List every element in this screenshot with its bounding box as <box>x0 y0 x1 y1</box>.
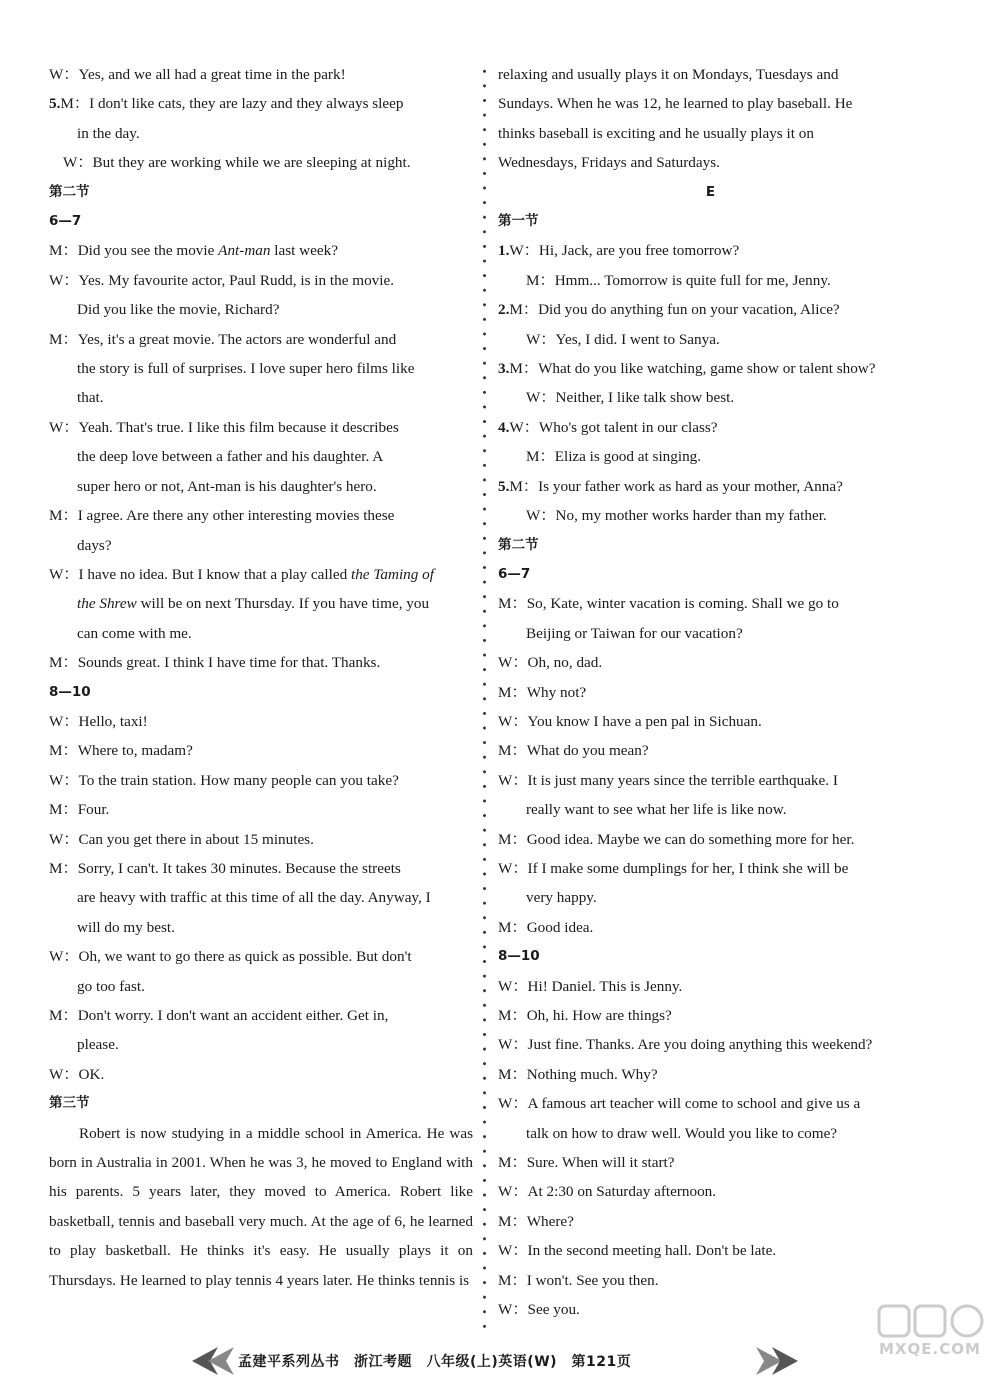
line-text: Hi, Jack, are you free tomorrow? <box>538 242 740 260</box>
dialogue-continuation: Beijing or Taiwan for our vacation? <box>526 624 743 642</box>
question-number: 3. <box>498 360 510 378</box>
speaker-label: W： <box>49 771 79 789</box>
dialogue-continuation: W：Neither, I like talk show best. <box>526 389 735 407</box>
line-text: Sorry, I can't. It takes 30 minutes. Because the streets <box>77 859 401 877</box>
dialogue-continuation <box>49 589 473 618</box>
passage-paragraph: Robert is now studying in a middle school in America. He was born in Australia in 2001. When he was 3, he moved to England with his parents. 5 years later, they moved to America. Robert like basketball, tennis and baseball very much. At the age of 6, he learned to play basketball. He thinks it's easy. He usually plays it on Thursdays. He learned to play tennis 4 years later. He thinks tennis is <box>49 1124 473 1289</box>
line-text: I have no idea. But I know that a play called the Taming of <box>78 565 434 583</box>
dialogue-continuation: the deep love between a father and his daughter. A <box>77 448 384 466</box>
line-text: What do you like watching, game show or talent show? <box>538 360 876 378</box>
line-text: What do you mean? <box>526 742 649 760</box>
dialogue-line <box>498 1236 923 1265</box>
dialogue-line <box>498 854 923 883</box>
line-text: Did you do anything fun on your vacation, Alice? <box>538 301 840 319</box>
line-text: Good idea. Maybe we can do something more for her. <box>526 830 855 848</box>
speaker-label: W： <box>498 1095 528 1113</box>
dialogue-line <box>498 236 923 265</box>
dialogue-continuation: days? <box>77 536 112 554</box>
dialogue-continuation: W：No, my mother works harder than my father. <box>526 507 827 525</box>
speaker-label: W： <box>49 66 79 83</box>
speaker-label: W： <box>498 859 528 877</box>
line-text: Don't worry. I don't want an accident either. Get in, <box>77 1007 389 1024</box>
speaker-label: M： <box>498 595 527 613</box>
section-heading: 6—7 <box>498 565 531 582</box>
dialogue-line <box>498 1177 923 1206</box>
line-text: It is just many years since the terrible earthquake. I <box>527 771 838 789</box>
speaker-label: W： <box>498 1242 528 1260</box>
line-text: Did you see the movie Ant-man last week? <box>77 242 338 260</box>
dialogue-line <box>498 472 923 501</box>
line-text: Sounds great. I think I have time for that. Thanks. <box>77 654 381 672</box>
line-text: Oh, we want to go there as quick as possible. But don't <box>78 948 412 966</box>
speaker-label: M： <box>498 830 527 848</box>
line-text: Hi! Daniel. This is Jenny. <box>527 977 683 995</box>
line-text: Where? <box>526 1212 574 1230</box>
speaker-label: M： <box>49 242 78 260</box>
line-text: You know I have a pen pal in Sichuan. <box>527 712 762 730</box>
speaker-label: M： <box>49 654 78 672</box>
dialogue-continuation: super hero or not, Ant-man is his daughter's hero. <box>77 477 377 495</box>
dialogue-line <box>498 413 923 442</box>
question-number: 2. <box>498 301 510 319</box>
section-heading: 8—10 <box>49 683 91 700</box>
line-text: A famous art teacher will come to school and give us a <box>527 1095 861 1113</box>
dialogue-line <box>498 1001 923 1030</box>
dialogue-line <box>498 1148 923 1177</box>
line-text: Sundays. When he was 12, he learned to play baseball. He <box>498 95 853 113</box>
speaker-label: M： <box>60 95 90 113</box>
question-number: 4. <box>498 418 510 436</box>
dialogue-continuation: M：Hmm... Tomorrow is quite full for me, Jenny. <box>526 271 831 289</box>
line-text: Four. <box>77 801 110 819</box>
dialogue-line <box>498 678 923 707</box>
dialogue-line <box>498 295 923 324</box>
line-text: I agree. Are there any other interesting movies these <box>77 507 395 525</box>
line-text: See you. <box>527 1301 580 1319</box>
speaker-label: M： <box>49 330 78 348</box>
speaker-label: W： <box>49 418 79 436</box>
dialogue-line <box>498 1295 923 1324</box>
speaker-label: W： <box>498 1183 528 1201</box>
text-line <box>498 148 923 177</box>
speaker-label: M： <box>498 1212 527 1230</box>
speaker-label: M： <box>49 742 78 760</box>
line-text: At 2:30 on Saturday afternoon. <box>527 1183 717 1201</box>
speaker-label: W： <box>498 1301 528 1319</box>
speaker-label: M： <box>498 683 527 701</box>
line-text: Who's got talent in our class? <box>538 418 718 436</box>
dialogue-line <box>49 148 473 177</box>
dialogue-line <box>49 89 473 118</box>
question-number: 5. <box>49 95 61 113</box>
line-text: Wednesdays, Fridays and Saturdays. <box>498 154 720 172</box>
speaker-label: M： <box>498 1154 527 1172</box>
dialogue-continuation: that. <box>77 389 104 407</box>
speaker-label: W： <box>49 830 79 848</box>
dialogue-line <box>498 736 923 765</box>
dialogue-continuation: are heavy with traffic at this time of all the day. Anyway, I <box>77 889 431 907</box>
dialogue-line <box>498 1207 923 1236</box>
dialogue-line <box>49 560 473 589</box>
dialogue-continuation: very happy. <box>526 889 597 907</box>
section-heading: 8—10 <box>498 948 540 965</box>
speaker-label: W： <box>49 1065 79 1083</box>
section-heading: 第三节 <box>49 1095 90 1112</box>
speaker-label: M： <box>498 1065 527 1083</box>
line-text: Yes, it's a great movie. The actors are wonderful and <box>77 330 397 348</box>
speaker-label: W： <box>509 242 539 260</box>
dialogue-line <box>49 707 473 736</box>
watermark-logo <box>875 1300 985 1360</box>
dialogue-line <box>49 795 473 824</box>
speaker-label: M： <box>49 1007 78 1024</box>
line-text: To the train station. How many people can you take? <box>78 771 399 789</box>
dialogue-line <box>49 60 473 89</box>
speaker-label: W： <box>63 154 93 172</box>
dialogue-line <box>498 1060 923 1089</box>
line-text: relaxing and usually plays it on Mondays, Tuesdays and <box>498 66 839 83</box>
text-line <box>498 60 923 89</box>
dialogue-line <box>49 413 473 442</box>
dialogue-line <box>498 1266 923 1295</box>
line-text: Can you get there in about 15 minutes. <box>78 830 314 848</box>
line-text: If I make some dumplings for her, I think she will be <box>527 859 849 877</box>
speaker-label: W： <box>49 712 79 730</box>
italic-title: the Shrew <box>77 595 137 613</box>
dialogue-line <box>49 1060 473 1089</box>
speaker-label: M： <box>498 1007 527 1024</box>
speaker-label: W： <box>498 977 528 995</box>
speaker-label: W： <box>509 418 539 436</box>
line-text: In the second meeting hall. Don't be late. <box>527 1242 777 1260</box>
footer-text: 孟建平系列丛书 浙江考题 八年级(上)英语(W) 第121页 <box>238 1354 632 1370</box>
speaker-label: M： <box>509 360 539 378</box>
chevron-right-icon <box>752 1345 812 1377</box>
speaker-label: M： <box>498 1271 527 1289</box>
line-text: Nothing much. Why? <box>526 1065 658 1083</box>
dialogue-line <box>498 589 923 618</box>
italic-title: the Taming of <box>350 565 434 583</box>
speaker-label: M： <box>509 477 539 495</box>
speaker-label: M： <box>49 801 78 819</box>
line-text: Oh, no, dad. <box>527 654 603 672</box>
dialogue-continuation: M：Eliza is good at singing. <box>526 448 702 466</box>
text-line <box>498 89 923 118</box>
speaker-label: W： <box>498 712 528 730</box>
dialogue-continuation: talk on how to draw well. Would you like to come? <box>526 1124 838 1142</box>
left-column <box>49 60 473 1295</box>
dialogue-line <box>49 648 473 677</box>
dialogue-line <box>498 766 923 795</box>
dialogue-line <box>498 1030 923 1059</box>
dialogue-line <box>498 972 923 1001</box>
dialogue-continuation: please. <box>77 1036 119 1054</box>
speaker-label: W： <box>498 1036 528 1054</box>
line-text: thinks baseball is exciting and he usually plays it on <box>498 124 814 142</box>
dialogue-line <box>49 266 473 295</box>
line-text: I don't like cats, they are lazy and they always sleep <box>89 95 404 113</box>
speaker-label: M： <box>498 918 527 936</box>
line-text: So, Kate, winter vacation is coming. Shall we go to <box>526 595 839 613</box>
speaker-label: W： <box>49 948 79 966</box>
section-heading: 第二节 <box>49 183 90 200</box>
dialogue-continuation: will do my best. <box>77 918 175 936</box>
line-text: Yeah. That's true. I like this film because it describes <box>78 418 399 436</box>
speaker-label: W： <box>49 271 79 289</box>
speaker-label: M： <box>49 507 78 525</box>
line-text: Yes, and we all had a great time in the park! <box>78 66 346 83</box>
speaker-label: W： <box>49 565 79 583</box>
dialogue-line <box>49 942 473 971</box>
dialogue-continuation: W：Yes, I did. I went to Sanya. <box>526 330 720 348</box>
dialogue-continuation: in the day. <box>77 124 140 142</box>
speaker-label: M： <box>509 301 539 319</box>
line-text: Just fine. Thanks. Are you doing anything this weekend? <box>527 1036 873 1054</box>
dialogue-line <box>49 236 473 265</box>
dialogue-continuation: the story is full of surprises. I love super hero films like <box>77 360 415 378</box>
line-text: Good idea. <box>526 918 594 936</box>
dialogue-continuation: go too fast. <box>77 977 145 995</box>
speaker-label: M： <box>498 742 527 760</box>
dialogue-line <box>49 766 473 795</box>
dialogue-line <box>49 736 473 765</box>
section-title: E <box>705 183 716 200</box>
dialogue-continuation: really want to see what her life is like now. <box>526 801 787 819</box>
line-text: Where to, madam? <box>77 742 193 760</box>
section-heading: 第一节 <box>498 213 539 230</box>
dialogue-line <box>49 854 473 883</box>
line-text: Oh, hi. How are things? <box>526 1007 672 1024</box>
italic-title: Ant-man <box>218 242 271 260</box>
dialogue-line <box>498 1089 923 1118</box>
dialogue-line <box>49 325 473 354</box>
speaker-label: W： <box>498 771 528 789</box>
question-number: 1. <box>498 242 510 260</box>
dialogue-line <box>498 354 923 383</box>
line-text: Is your father work as hard as your mother, Anna? <box>538 477 843 495</box>
section-heading: 第二节 <box>498 536 539 553</box>
chevron-left-icon <box>178 1345 238 1377</box>
line-text: Yes. My favourite actor, Paul Rudd, is in the movie. <box>78 271 395 289</box>
right-column <box>498 60 923 1324</box>
line-text: will be on next Thursday. If you have time, you <box>136 595 430 613</box>
section-heading: 6—7 <box>49 213 82 230</box>
dialogue-line <box>49 501 473 530</box>
dialogue-line <box>49 825 473 854</box>
line-text: OK. <box>78 1065 105 1083</box>
line-text: But they are working while we are sleeping at night. <box>92 154 411 172</box>
speaker-label: W： <box>498 654 528 672</box>
speaker-label: M： <box>49 859 78 877</box>
dialogue-line <box>49 1001 473 1030</box>
dialogue-line <box>498 707 923 736</box>
page-footer <box>0 1345 1000 1377</box>
line-text: Sure. When will it start? <box>526 1154 675 1172</box>
watermark-text: MXQE.COM <box>879 1340 981 1358</box>
column-divider <box>480 64 489 1330</box>
dialogue-line <box>498 648 923 677</box>
dialogue-line <box>498 913 923 942</box>
dialogue-continuation: can come with me. <box>77 624 192 642</box>
text-line <box>498 119 923 148</box>
dialogue-line <box>498 825 923 854</box>
line-text: Why not? <box>526 683 587 701</box>
dialogue-continuation: Did you like the movie, Richard? <box>77 301 280 319</box>
question-number: 5. <box>498 477 510 495</box>
line-text: I won't. See you then. <box>526 1271 659 1289</box>
line-text: Hello, taxi! <box>78 712 148 730</box>
